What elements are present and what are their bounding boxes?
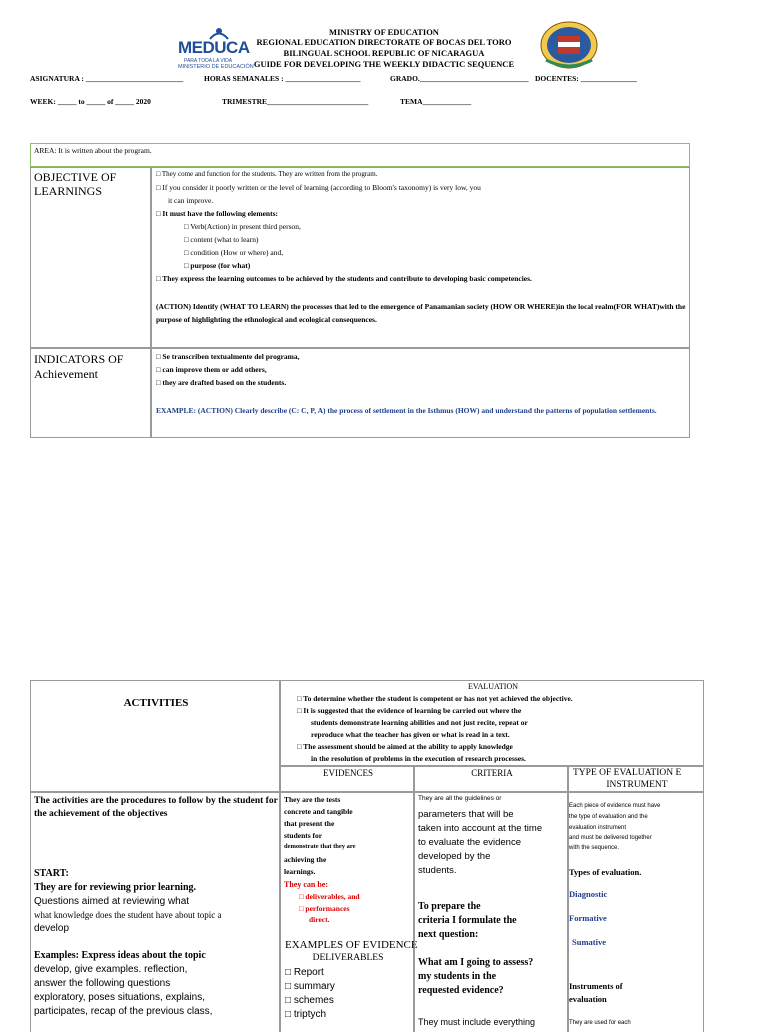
indicator-line-2: □ can improve them or add others, xyxy=(156,365,267,374)
start-subtitle: They are for reviewing prior learning. xyxy=(34,882,197,893)
deliverable-4: □ triptych xyxy=(285,1009,327,1020)
indicator-line-1: □ Se transcriben textualmente del programa, xyxy=(156,352,300,361)
col-type-2: INSTRUMENT xyxy=(606,780,668,790)
type-diagnostic: Diagnostic xyxy=(569,889,608,899)
evidence-line-2: concrete and tangible xyxy=(284,807,353,816)
area-text: AREA: It is written about the program. xyxy=(34,146,152,155)
deliverable-3: □ schemes xyxy=(285,995,334,1006)
indicators-label-cell xyxy=(30,348,151,438)
types-title: Types of evaluation. xyxy=(569,867,642,877)
type-formative: Formative xyxy=(569,913,607,923)
objective-example: (ACTION) Identify (WHAT TO LEARN) the processes that led to the emergence of Panamanian society (HOW OR WHERE)in the local realm(FOR WHAT)with the purpose of highlighting the ethnological and ecological consequences. xyxy=(156,302,686,324)
criteria-line-1: They are all the guidelines or xyxy=(418,795,502,802)
type-body-cell xyxy=(568,792,704,1032)
field-week[interactable]: WEEK: _____ to _____ of _____ 2020 xyxy=(30,97,151,106)
criteria-line-2: parameters that will be xyxy=(418,809,514,820)
indicators-content-cell xyxy=(151,348,690,438)
start-q2: what knowledge does the student have about topic a xyxy=(34,910,222,920)
field-tema[interactable]: TEMA_____________ xyxy=(400,97,472,106)
evidence-line-7: learnings. xyxy=(284,867,316,876)
header-line-1: MINISTRY OF EDUCATION xyxy=(329,27,439,37)
criteria-prep-1: To prepare the xyxy=(418,901,481,912)
criteria-prep-3: next question: xyxy=(418,929,479,940)
evaluation-title: EVALUATION xyxy=(467,682,519,691)
type-line-4: and must be delivered together xyxy=(569,835,652,841)
evaluation-line-6: in the resolution of problems in the execution of research processes. xyxy=(311,754,526,763)
criteria-q-2: my students in the xyxy=(418,971,497,982)
field-horas[interactable]: HORAS SEMANALES : ____________________ xyxy=(204,74,361,83)
objective-line-3: it can improve. xyxy=(168,196,214,205)
header-line-2: REGIONAL EDUCATION DIRECTORATE OF BOCAS DEL TORO xyxy=(256,37,512,47)
field-docentes[interactable]: DOCENTES: _______________ xyxy=(535,74,637,83)
evaluation-line-1: □ To determine whether the student is competent or has not yet achieved the objective. xyxy=(297,694,573,703)
school-crest-icon xyxy=(540,20,598,70)
field-asignatura[interactable]: ASIGNATURA : __________________________ xyxy=(30,74,184,83)
start-q1: Questions aimed at reviewing what xyxy=(34,896,190,907)
type-line-1: Each piece of evidence must have xyxy=(569,803,661,809)
indicators-label-2: Achievement xyxy=(34,367,98,381)
objective-line-5: □ Verb(Action) in present third person, xyxy=(184,222,301,231)
type-col-header xyxy=(568,766,704,792)
deliverables-title: DELIVERABLES xyxy=(312,953,384,963)
criteria-line-6: students. xyxy=(418,865,457,876)
criteria-col-header xyxy=(414,766,568,792)
objectives-label: OBJECTIVE OF LEARNINGS xyxy=(34,170,117,198)
type-line-3: evaluation instrument xyxy=(569,825,627,831)
examples-line-3: exploratory, poses situations, explains, xyxy=(34,992,206,1003)
indicator-line-3: □ they are drafted based on the students. xyxy=(156,378,287,387)
indicators-label-1: INDICATORS OF xyxy=(34,352,124,366)
objective-line-7: □ condition (How or where) and, xyxy=(184,248,284,257)
objectives-content-cell xyxy=(151,167,690,348)
logo-wordmark: MEDUCA xyxy=(178,38,250,57)
objective-line-9: □ They express the learning outcomes to be achieved by the students and contribute to developing basic competencies. xyxy=(156,274,532,283)
activities-intro: The activities are the procedures to follow by the student for the achievement of the objectives xyxy=(34,796,278,819)
header-line-3: BILINGUAL SCHOOL REPUBLIC OF NICARAGUA xyxy=(283,48,485,58)
col-evidences: EVIDENCES xyxy=(323,768,373,778)
start-title: START: xyxy=(34,868,69,879)
type-line-2: the type of evaluation and the xyxy=(569,814,648,820)
activities-body-cell xyxy=(30,792,280,1032)
evidence-line-3: that present the xyxy=(284,819,335,828)
evaluation-line-2: □ It is suggested that the evidence of learning be carried out where the xyxy=(297,706,522,715)
objective-line-1: □ They come and function for the students. They are written from the program. xyxy=(156,170,378,178)
evidence-line-5: demonstrate that they are xyxy=(284,843,356,850)
indicator-example: EXAMPLE: (ACTION) Clearly describe (C: C, P, A) the process of settlement in the Isthmus (HOW) and understand the patterns of population settlements. xyxy=(156,406,657,415)
type-line-5: with the sequence. xyxy=(569,845,620,851)
criteria-prep-2: criteria I formulate the xyxy=(418,915,517,926)
criteria-line-3: taken into account at the time xyxy=(418,823,543,834)
evidence-line-6: achieving the xyxy=(284,855,327,864)
type-sumative: Sumative xyxy=(572,937,606,947)
field-grado[interactable]: GRADO._____________________________ xyxy=(390,74,529,83)
examples-line-2: answer the following questions xyxy=(34,978,171,989)
can-be-item-2: □ performances xyxy=(299,904,350,913)
criteria-must: They must include everything xyxy=(418,1017,536,1027)
instruments-2: evaluation xyxy=(569,994,607,1004)
evidences-body-cell xyxy=(280,792,418,1032)
objective-line-2: □ If you consider it poorly written or the level of learning (according to Bloom's taxonomy) is very low, you xyxy=(156,183,481,192)
header-line-4: GUIDE FOR DEVELOPING THE WEEKLY DIDACTIC SEQUENCE xyxy=(253,59,515,69)
evidences-col-header xyxy=(280,766,414,792)
evidence-line-4: students for xyxy=(284,831,323,840)
criteria-q-1: What am I going to assess? xyxy=(418,957,534,968)
col-type: TYPE OF EVALUATION E xyxy=(573,768,682,778)
deliverable-1: □ Report xyxy=(285,967,324,978)
objective-line-4: □ It must have the following elements: xyxy=(156,209,279,218)
evaluation-line-5: □ The assessment should be aimed at the ability to apply knowledge xyxy=(297,742,513,751)
objective-line-6: □ content (what to learn) xyxy=(184,235,259,244)
criteria-body-cell xyxy=(414,792,568,1032)
criteria-line-5: developed by the xyxy=(418,851,491,862)
deliverable-2: □ summary xyxy=(285,981,335,992)
col-criteria: CRITERIA xyxy=(471,768,513,778)
criteria-line-4: to evaluate the evidence xyxy=(418,837,521,848)
instruments-1: Instruments of xyxy=(569,981,623,991)
activities-header-cell xyxy=(30,680,280,792)
logo-tagline: PARA TODA LA VIDA xyxy=(184,58,233,64)
examples-line-1: develop, give examples. reflection, xyxy=(34,964,188,975)
criteria-q-3: requested evidence? xyxy=(418,985,504,996)
logo-subtitle: MINISTERIO DE EDUCACIÓN xyxy=(178,64,254,70)
examples-line-4: participates, recap of the previous class, xyxy=(34,1006,213,1017)
objectives-label-cell xyxy=(30,167,151,348)
start-q3: develop xyxy=(34,923,70,934)
examples-evidence-title: EXAMPLES OF EVIDENCE xyxy=(285,939,418,951)
area-row xyxy=(30,143,690,167)
evaluation-line-3: students demonstrate learning abilities and not just recite, repeat or xyxy=(311,718,528,727)
school-crest xyxy=(540,20,598,70)
can-be-item-3: direct. xyxy=(309,915,330,924)
field-trimestre[interactable]: TRIMESTRE___________________________ xyxy=(222,97,369,106)
evaluation-line-4: reproduce what the teacher has given or what is read in a text. xyxy=(311,730,510,739)
activities-title: ACTIVITIES xyxy=(123,697,189,709)
evaluation-header-cell xyxy=(280,680,704,766)
can-be-item-1: □ deliverables, and xyxy=(299,892,360,901)
examples-title: Examples: Express ideas about the topic xyxy=(34,950,206,961)
can-be: They can be: xyxy=(284,880,328,889)
used-for: They are used for each xyxy=(569,1020,631,1026)
objective-line-8: □ purpose (for what) xyxy=(184,261,251,270)
evidence-line-1: They are the tests xyxy=(284,795,341,804)
